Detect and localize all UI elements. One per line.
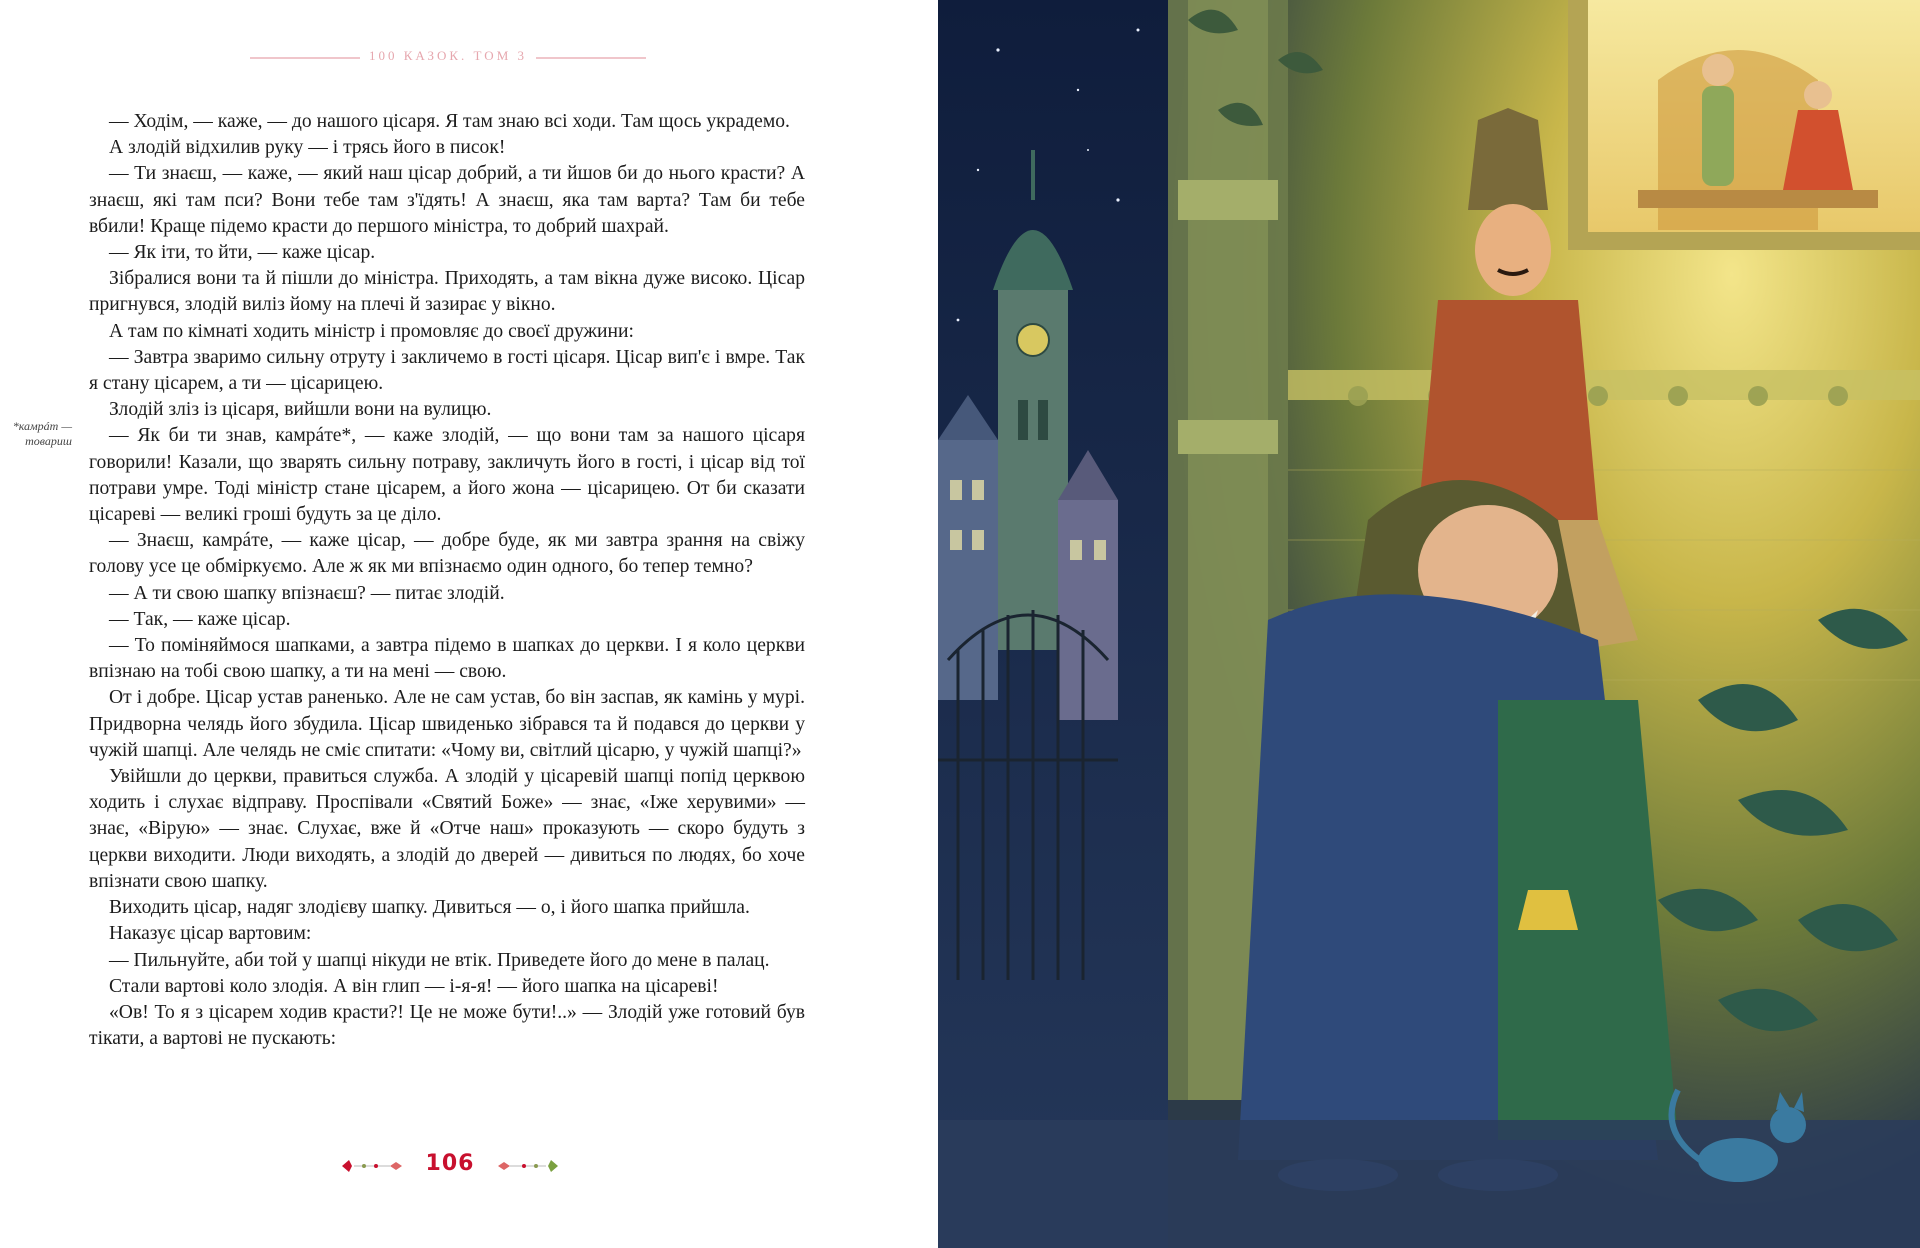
paragraph: — Як би ти знав, камрáте*, — каже злодій, — що вони там за нашого цісаря говорили! Казали, що зварять сильну потраву, закличуть його в гості, і цісар від тої потрави умре. Тоді міністр стане цісарем, а його жона — цісарицею. От би сказати цісареві — великі гроші будуть за це діло. (89, 425, 805, 526)
cobblestone-street (938, 1120, 1920, 1248)
folio-ornament-right-icon (495, 1158, 560, 1174)
paragraph: Зібралися вони та й пішли до міністра. Приходять, а там вікна дуже високо. Цісар пригнувся, злодій виліз йому на плечі й зазирає у вікно. (89, 268, 805, 316)
paragraph: «Ов! То я з цісарем ходив красти?! Це не може бути!..» — Злодій уже готовий був тікати, а вартові не пускають: (89, 1001, 805, 1050)
header-rule-right (536, 57, 646, 59)
window-table (1638, 190, 1878, 208)
paragraph: Увійшли до церкви, правиться служба. А злодій у цісаревій шапці попід церквою ходить і слухає відправу. Проспівали «Святий Боже» — знає, «Іже херувими» — знає, «Вірую» — знає. Слухає, вже й «Отче наш» проказують — скоро будуть з церкви виходити. Люди виходять, а злодій до дверей — дивиться по людях, бо хоче впізнати свою шапку. (89, 766, 805, 892)
page-footer (340, 1148, 560, 1182)
page-number: 106 (425, 1151, 475, 1176)
paragraph: Наказує цісар вартовим: (109, 923, 312, 945)
thief-tall-hat (1468, 108, 1548, 210)
illustration-page (938, 0, 1920, 1248)
lit-window (1568, 0, 1920, 250)
paragraph: Стали вартові коло злодія. А він глип — і-я-я! — його шапка на цісареві! (109, 975, 719, 997)
paragraph: Виходить цісар, надяг злодієву шапку. Дивиться — о, і його шапка прийшла. (109, 897, 750, 919)
crown-in-pocket-icon (1518, 890, 1578, 930)
paragraph: — А ти свою шапку впізнаєш? — питає злодій. (109, 582, 505, 604)
paragraph: — Пильнуйте, аби той у шапці нікуди не втік. Приведете його до мене в палац. (109, 949, 770, 971)
paragraph: — Так, — каже цісар. (109, 608, 291, 630)
paragraph: От і добре. Цісар устав раненько. Але не сам устав, бо він заспав, як камінь у мурі. Придворна челядь його збудила. Цісар швиденько зібрався та й подався до церкви у чужій шапці. Але челядь не сміє спитати: «Чому ви, світлий цісарю, у чужій шапці?» (89, 687, 805, 761)
paragraph: А злодій відхилив руку — і трясь його в писок! (109, 137, 506, 159)
paragraph: — Як іти, то йти, — каже цісар. (109, 242, 376, 264)
story-illustration (938, 0, 1920, 1248)
paragraph: — Ходім, — каже, — до нашого цісаря. Я там знаю всі ходи. Там щось украдемо. (109, 111, 790, 132)
running-title: 100 КАЗОК. ТОМ 3 (368, 48, 528, 63)
story-text (89, 109, 805, 1052)
side-footnote: *камрáт — товариш (12, 419, 72, 448)
folio-ornament-left-icon (340, 1158, 405, 1174)
text-page (0, 0, 938, 1248)
paragraph: — Завтра зваримо сильну отруту і закличемо в гості цісаря. Цісар вип'є і вмре. Так я стану цісарем, а ти — цісарицею. (89, 346, 805, 395)
running-header (250, 44, 646, 72)
paragraph: — То поміняймося шапками, а завтра підемо в шапках до церкви. І я коло церкви впізнаю на тобі свою шапку, а ти на мені — свою. (89, 635, 805, 683)
paragraph: Злодій зліз із цісаря, вийшли вони на вулицю. (109, 399, 492, 421)
header-rule-left (250, 57, 360, 59)
paragraph: А там по кімнаті ходить міністр і промовляє до своєї дружини: (109, 320, 634, 342)
paragraph: — Ти знаєш, — каже, — який наш цісар добрий, а ти йшов би до нього красти? А знаєш, які там пси? Вони тебе там з'їдять! А знаєш, яка там варта? Там би тебе вбили! Краще підемо красти до першого міністра, то добрий шахрай. (89, 163, 805, 237)
paragraph: — Знаєш, камрáте, — каже цісар, — добре буде, як ми завтра зрання на свіжу голову усе це обміркуємо. Але ж як ми впізнаємо один одного, бо тепер темно? (89, 530, 805, 578)
minister-figure (1702, 54, 1734, 186)
